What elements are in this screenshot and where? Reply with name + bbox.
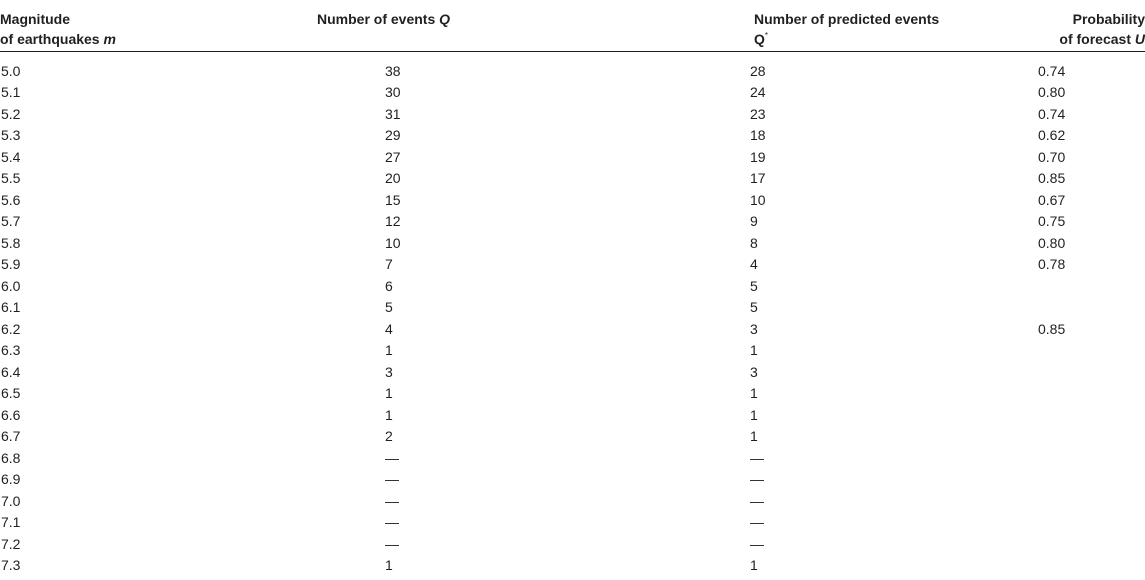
header-predicted-events [585,0,955,51]
table-row [0,168,1145,190]
cell-magnitude: 6.8 [1,449,21,466]
table-row [0,211,1145,233]
cell-magnitude: 5.9 [1,256,21,272]
cell-magnitude: 7.3 [1,557,21,573]
cell-magnitude: 6.7 [1,428,21,444]
cell-probability [955,340,1145,362]
table-row [0,534,1145,556]
cell-probability: 0.80 [1038,234,1066,251]
table-row [0,61,1145,83]
cell-probability: 0.67 [1038,191,1066,208]
cell-events: — [385,492,399,509]
header-probability-line2 [955,29,1145,49]
cell-probability [955,426,1145,448]
cell-magnitude: 6.6 [1,406,21,423]
table-row [0,426,1145,448]
cell-predicted-events: 19 [750,148,766,165]
header-probability [955,0,1145,51]
cell-magnitude: 7.1 [1,514,21,530]
header-predicted-var: Q [754,31,765,47]
cell-probability: 0.74 [1038,105,1066,122]
cell-events: 4 [385,320,393,337]
header-magnitude-line2-text: of earthquakes [0,31,104,47]
cell-probability [955,512,1145,534]
cell-probability [955,555,1145,577]
cell-events: — [385,471,399,487]
cell-probability: 0.80 [1038,84,1066,100]
cell-predicted-events: 3 [750,363,758,380]
table-row [0,469,1145,491]
cell-predicted-events: 1 [750,342,758,358]
table-row [0,104,1145,126]
table-row [0,82,1145,104]
header-magnitude-line2 [0,29,200,49]
cell-magnitude: 6.0 [1,277,21,294]
cell-predicted-events: 28 [750,62,766,79]
cell-magnitude: 5.7 [1,213,21,229]
cell-predicted-events: — [750,471,764,487]
cell-magnitude: 6.1 [1,299,21,315]
spacer-cell [0,51,1145,61]
cell-predicted-events: — [750,514,764,530]
cell-probability [955,405,1145,427]
table-row [0,254,1145,276]
cell-magnitude: 5.5 [1,170,21,186]
header-predicted-line1: Number of predicted events [754,11,940,27]
header-events-text: Number of events [317,11,440,27]
cell-probability [955,491,1145,513]
header-spacer [0,51,1145,61]
header-magnitude-line1: Magnitude [0,11,70,27]
cell-predicted-events: 8 [750,234,758,251]
table-row [0,362,1145,384]
cell-events: 1 [385,557,393,573]
cell-events: 5 [385,299,393,315]
table-row [0,491,1145,513]
cell-events: — [385,514,399,530]
cell-events: — [385,449,399,466]
table-row [0,448,1145,470]
cell-events: 15 [385,191,401,208]
cell-magnitude: 7.2 [1,535,21,552]
cell-probability: 0.85 [1038,170,1066,186]
cell-probability: 0.70 [1038,148,1066,165]
cell-magnitude: 5.2 [1,105,21,122]
cell-predicted-events: 5 [750,299,758,315]
table-header [0,0,1145,51]
cell-magnitude: 5.3 [1,127,21,143]
cell-events: 31 [385,105,401,122]
cell-predicted-events: 9 [750,213,758,229]
header-probability-line1: Probability [1072,11,1145,27]
table-row [0,555,1145,577]
cell-predicted-events: 10 [750,191,766,208]
cell-probability: 0.75 [1038,213,1066,229]
cell-predicted-events: 23 [750,105,766,122]
cell-events: 38 [385,62,401,79]
cell-events: 3 [385,363,393,380]
cell-predicted-events: 17 [750,170,766,186]
cell-predicted-events: 3 [750,320,758,337]
header-predicted-sup: * [764,31,769,40]
cell-events: 20 [385,170,401,186]
table-row [0,276,1145,298]
cell-magnitude: 6.3 [1,342,21,358]
cell-events: 7 [385,256,393,272]
cell-probability [955,383,1145,405]
table-row [0,405,1145,427]
cell-predicted-events: 1 [750,428,758,444]
table-row [0,512,1145,534]
cell-probability [955,276,1145,298]
cell-magnitude: 6.4 [1,363,21,380]
cell-predicted-events: — [750,449,764,466]
cell-events: 27 [385,148,401,165]
cell-predicted-events: 24 [750,84,766,100]
cell-magnitude: 5.1 [1,84,21,100]
cell-events: 29 [385,127,401,143]
cell-events: 1 [385,406,393,423]
cell-events: 10 [385,234,401,251]
header-probability-var: U [1134,31,1145,47]
cell-magnitude: 5.0 [1,62,21,79]
cell-events: 30 [385,84,401,100]
cell-probability [955,469,1145,491]
header-events-var: Q [439,11,451,27]
header-row [0,0,1145,51]
cell-predicted-events: — [750,492,764,509]
cell-magnitude: 6.5 [1,385,21,401]
table-row [0,383,1145,405]
table-body [0,51,1145,577]
table-row [0,233,1145,255]
header-probability-line2-text: of forecast [1059,31,1135,47]
header-magnitude [0,0,200,51]
cell-predicted-events: 1 [750,385,758,401]
cell-events: 6 [385,277,393,294]
cell-probability: 0.62 [1038,127,1066,143]
cell-magnitude: 6.9 [1,471,21,487]
cell-probability [955,534,1145,556]
cell-magnitude: 5.4 [1,148,21,165]
header-predicted-line2 [648,29,955,49]
table-row [0,147,1145,169]
table-row [0,297,1145,319]
cell-magnitude: 5.8 [1,234,21,251]
cell-events: 2 [385,428,393,444]
table-row [0,125,1145,147]
cell-predicted-events: — [750,535,764,552]
cell-predicted-events: 4 [750,256,758,272]
header-magnitude-var: m [103,31,116,47]
table-row [0,319,1145,341]
header-events [200,0,585,51]
cell-events: 1 [385,385,393,401]
cell-probability: 0.78 [1038,256,1066,272]
cell-events: — [385,535,399,552]
cell-magnitude: 5.6 [1,191,21,208]
table-row [0,190,1145,212]
cell-probability: 0.74 [1038,62,1066,79]
cell-probability [955,297,1145,319]
table-row [0,340,1145,362]
cell-events: 12 [385,213,401,229]
cell-probability: 0.85 [1038,320,1066,337]
cell-predicted-events: 1 [750,557,758,573]
cell-probability [955,448,1145,470]
cell-magnitude: 7.0 [1,492,21,509]
cell-predicted-events: 5 [750,277,758,294]
cell-events: 1 [385,342,393,358]
cell-probability [955,362,1145,384]
cell-predicted-events: 18 [750,127,766,143]
cell-magnitude: 6.2 [1,320,21,337]
cell-predicted-events: 1 [750,406,758,423]
